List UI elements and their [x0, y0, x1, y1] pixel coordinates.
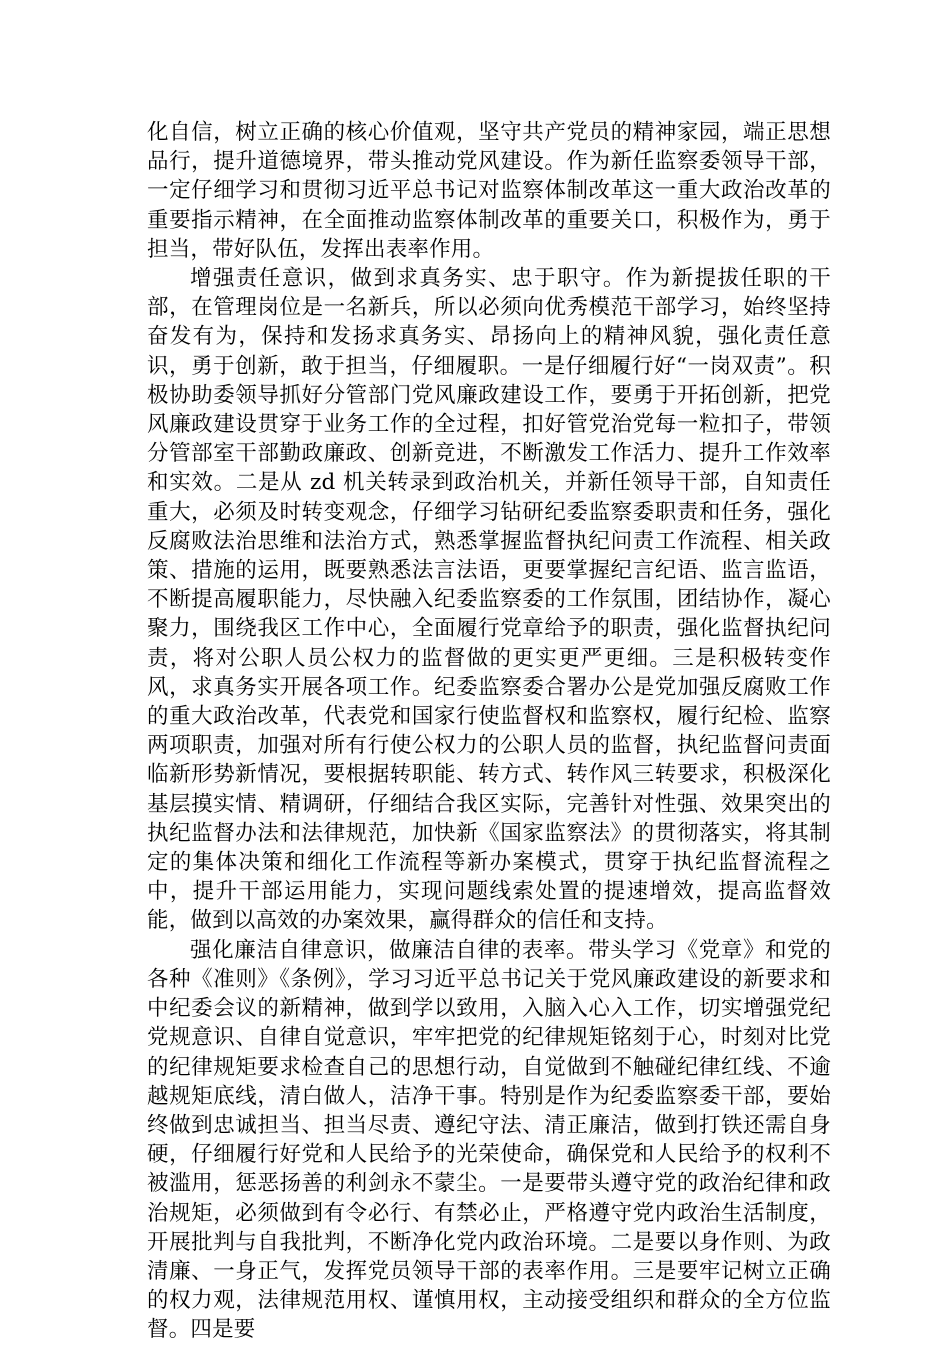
paragraph-responsibility: 增强责任意识，做到求真务实、忠于职守。作为新提拔任职的干部，在管理岗位是一名新兵，所以必须向优秀模范干部学习，始终坚持奋发有为，保持和发扬求真务实、昂扬向上的精神风貌，强化责任意识，勇于创新，敢于担当，仔细履职。一是仔细履行好“一岗双责”。积极协助委领导抓好分管部门党风廉政建设工作，要勇于开拓创新，把党风廉政建设贯穿于业务工作的全过程，扣好管党治党每一粒扣子，带领分管部室干部勤政廉政、创新竞进，不断激发工作活力、提升工作效率和实效。二是从 zd 机关转录到政治机关，并新任领导干部，自知责任重大，必须及时转变观念，仔细学习钻研纪委监察委职责和任务，强化反腐败法治思维和法治方式，熟悉掌握监督执纪问责工作流程、相关政策、措施的运用，既要熟悉法言法语，更要掌握纪言纪语、监言监语，不断提高履职能力，尽快融入纪委监察委的工作氛围，团结协作，凝心聚力，围绕我区工作中心，全面履行党章给予的职责，强化监督执纪问责，将对公职人员公权力的监督做的更实更严更细。三是积极转变作风，求真务实开展各项工作。纪委监察委合署办公是党加强反腐败工作的重大政治改革，代表党和国家行使监督权和监察权，履行纪检、监察两项职责，加强对所有行使公权力的公职人员的监督，执纪监督问责面临新形势新情况，要根据转职能、转方式、转作风三转要求，积极深化基层摸实情、精调研，仔细结合我区实际，完善针对性强、效果突出的执纪监督办法和法律规范，加快新《国家监察法》的贯彻落实，将其制定的集体决策和细化工作流程等新办案模式，贯穿于执纪监督流程之中，提升干部运用能力，实现问题线索处置的提速增效，提高监督效能，做到以高效的办案效果，赢得群众的信任和支持。: [147, 266, 831, 934]
paragraph-continued: 化自信，树立正确的核心价值观，坚守共产党员的精神家园，端正思想品行，提升道德境界，带头推动党风建设。作为新任监察委领导干部，一定仔细学习和贯彻习近平总书记对监察体制改革这一重大政治改革的重要指示精神，在全面推动监察体制改革的重要关口，积极作为，勇于担当，带好队伍，发挥出表率作用。: [147, 120, 831, 262]
document-body: [147, 118, 831, 1345]
paragraph-integrity: 强化廉洁自律意识，做廉洁自律的表率。带头学习《党章》和党的各种《准则》《条例》，学习习近平总书记关于党风廉政建设的新要求和中纪委会议的新精神，做到学以致用，入脑入心入工作，切实增强党纪党规意识、自律自觉意识，牢牢把党的纪律规矩铭刻于心，时刻对比党的纪律规矩要求检查自己的思想行动，自觉做到不触碰纪律红线、不逾越规矩底线，清白做人，洁净干事。特别是作为纪委监察委干部，要始终做到忠诚担当、担当尽责、遵纪守法、清正廉洁，做到打铁还需自身硬，仔细履行好党和人民给予的光荣使命，确保党和人民给予的权利不被滥用，惩恶扬善的利剑永不蒙尘。一是要带头遵守党的政治纪律和政治规矩，必须做到有令必行、有禁必止，严格遵守党内政治生活制度，开展批判与自我批判，不断净化党内政治环境。二是要以身作则、为政清廉、一身正气，发挥党员领导干部的表率作用。三是要牢记树立正确的权力观，法律规范用权、谨慎用权，主动接受组织和群众的全方位监督。四是要: [147, 937, 831, 1343]
